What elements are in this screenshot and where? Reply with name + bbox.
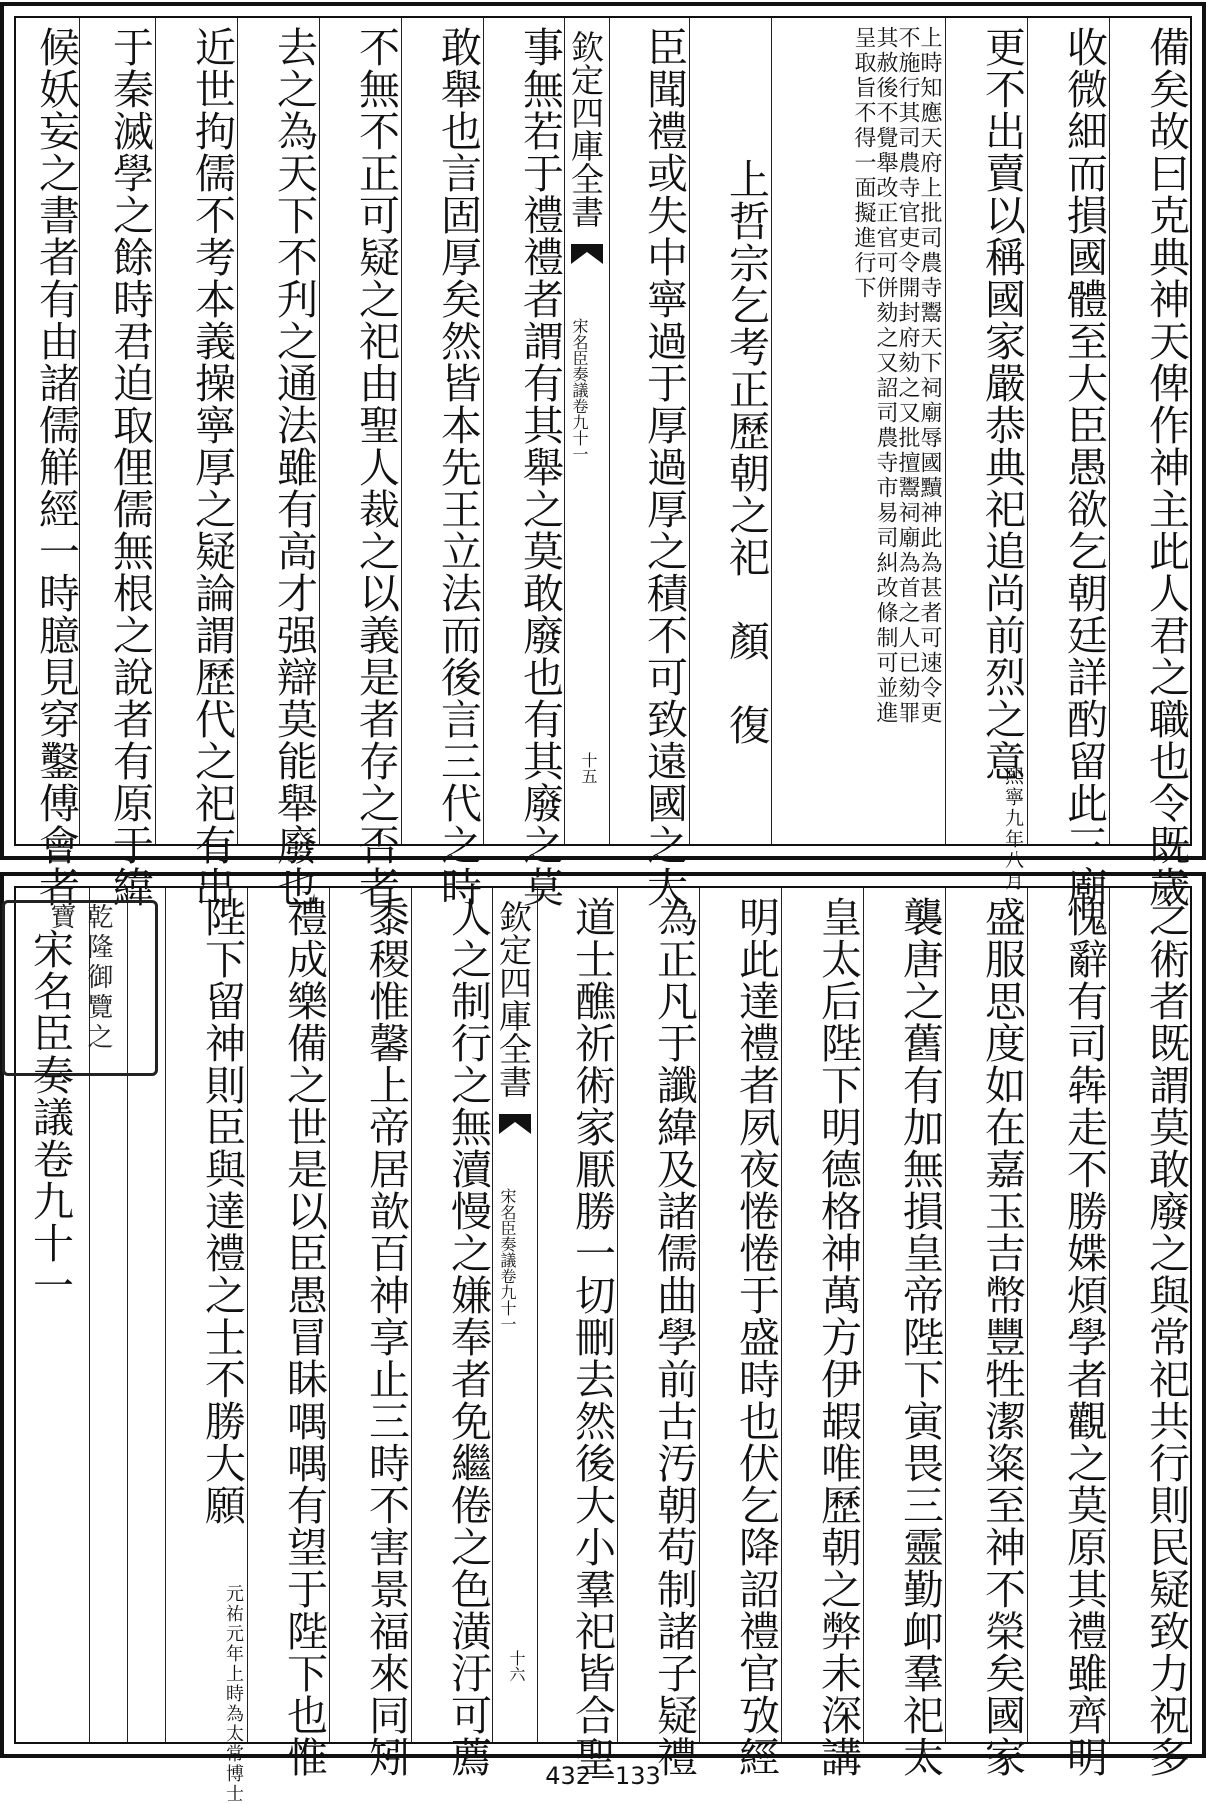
page-number: 十五 xyxy=(579,752,598,784)
center-fold xyxy=(492,888,538,1742)
page-footer: 432—133 xyxy=(545,1762,661,1790)
imperial-annotation: 上時知應天府上批司農寺鬻天下祠廟辱國黷神此為甚者可速令更不施行其司農寺官吏令開封府劾之又批擅鬻祠廟為首之人已劾罪其赦後不覺舉改正官可併劾之又詔司農寺市易司糾改條制可並進呈取旨不得一面擬進行下 xyxy=(851,26,942,726)
date-note: 熙寧九年八月 xyxy=(1002,766,1024,892)
text-column: 道士醮祈術家厭勝一切刪去然後大小羣祀皆合聖 xyxy=(568,896,616,1778)
text-column: 候妖妄之書者有由諸儒觧經一時臆見穿鑿傅會者 xyxy=(32,26,80,908)
memorial-heading: 上哲宗乞考正歷朝之祀 顏 復 xyxy=(722,158,770,746)
text-column: 收微細而損國體至大臣愚欲乞朝廷詳酌留此三廟 xyxy=(1060,26,1108,908)
text-column: 陛下留神則臣與達禮之士不勝大願 xyxy=(198,896,246,1526)
text-column: 禮成樂備之世是以臣愚冒眛喁喁有望于陛下也惟 xyxy=(280,896,328,1778)
text-column: 人之制行之無瀆慢之嫌奉者免繼倦之色潢汙可薦 xyxy=(444,896,492,1778)
center-title: 欽定四庫全書 xyxy=(494,900,533,1098)
text-column: 襲唐之舊有加無損皇帝陛下寅畏三靈勤卹羣祀太 xyxy=(896,896,944,1778)
text-column: 黍稷惟馨上帝居歆百神享止三時不害景福來同矧 xyxy=(362,896,410,1778)
center-title: 欽定四庫全書 xyxy=(566,30,605,228)
text-column: 更不出賣以稱國家嚴恭典祀追尚前烈之意 xyxy=(978,26,1026,782)
center-fold xyxy=(564,18,610,844)
text-column: 不無不正可疑之祀由聖人裁之以義是者存之否者 xyxy=(352,26,400,908)
volume-end-title: 宋名臣奏議卷九十一 xyxy=(26,928,74,1306)
text-column: 敢舉也言固厚矣然皆本先王立法而後言三代之時 xyxy=(434,26,482,908)
date-note: 元祐元年上時為太常博士 xyxy=(223,1584,244,1804)
fish-tail-mark xyxy=(571,244,603,264)
text-column: 事無若于禮禮者謂有其舉之莫敢廢也有其廢之莫 xyxy=(516,26,564,908)
text-column: 皇太后陛下明德格神萬方伊嘏唯歷朝之弊未深講 xyxy=(814,896,862,1778)
upper-page xyxy=(0,2,1206,908)
text-column: 于秦滅學之餘時君迫取俚儒無根之說者有原于緯 xyxy=(106,26,154,908)
page-number: 十六 xyxy=(507,1650,526,1682)
text-column: 為正凡于讖緯及諸儒曲學前古汚朝苟制諸子疑禮 xyxy=(650,896,698,1778)
text-column: 備矣故曰克典神天俾作神主此人君之職也令既歲 xyxy=(1142,26,1190,908)
center-subtitle: 宋名臣奏議卷九十一 xyxy=(498,1188,517,1332)
center-subtitle: 宋名臣奏議卷九十一 xyxy=(570,318,589,462)
text-column: 近世拘儒不考本義操寧厚之疑論謂歷代之祀有出 xyxy=(188,26,236,908)
text-column: 愧辭有司犇走不勝媟煩學者觀之莫原其禮雖齊明 xyxy=(1060,896,1108,1778)
text-column: 臣聞禮或失中寧過于厚過厚之積不可致遠國之大 xyxy=(640,26,688,908)
imperial-seal: 乾隆御覽之寶 xyxy=(2,900,158,1076)
text-column: 明此達禮者夙夜惓惓于盛時也伏乞降詔禮官攷經 xyxy=(732,896,780,1778)
text-column: 盛服思度如在嘉玉吉幣豐牲潔粢至神不榮矣國家 xyxy=(978,896,1026,1778)
text-column: 之術者既謂莫敢廢之與常祀共行則民疑致力祝多 xyxy=(1142,896,1190,1778)
fish-tail-mark xyxy=(499,1114,531,1134)
upper-page-frame xyxy=(14,16,1192,908)
text-column: 去之為天下不刋之通法雖有高才强辯莫能舉廢也 xyxy=(270,26,318,908)
